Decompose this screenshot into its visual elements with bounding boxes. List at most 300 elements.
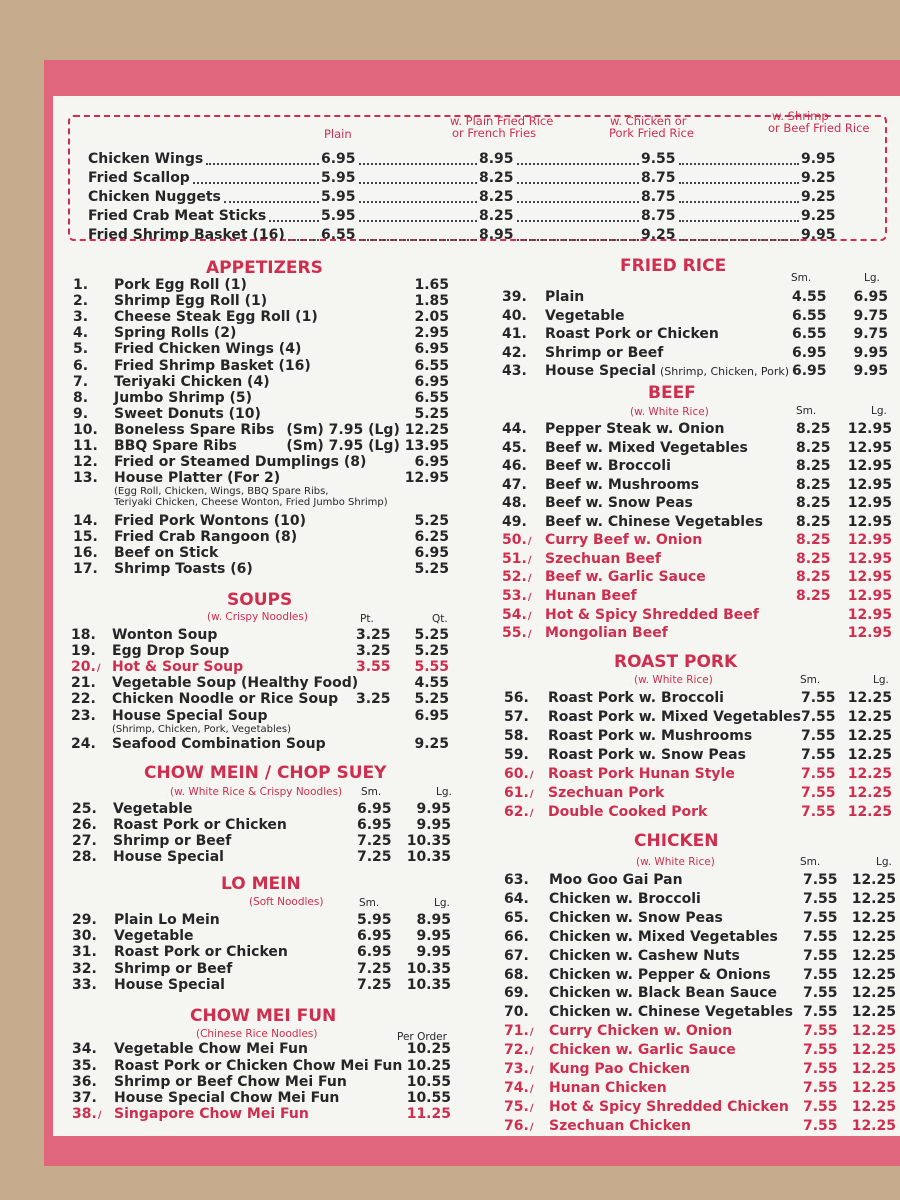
item-price-large: 8.95	[416, 912, 451, 928]
chili-pepper-icon: ∕	[529, 1084, 534, 1095]
item-number: 5.	[73, 341, 89, 357]
item-price-large: 12.95	[847, 551, 892, 567]
menu-item-name: Sweet Donuts (10)	[114, 406, 261, 422]
item-number: 66.	[504, 929, 529, 945]
section-title: APPETIZERS	[206, 258, 323, 278]
menu-item-name: Chicken Noodle or Rice Soup	[112, 691, 339, 707]
menu-item-name: Chicken w. Black Bean Sauce	[549, 985, 777, 1001]
menu-item-name: Vegetable	[113, 801, 193, 817]
item-price-small: 6.55	[792, 326, 827, 342]
item-price-small: 3.25	[356, 627, 391, 643]
item-price-large: 5.25	[414, 643, 449, 659]
column-header: Sm.	[791, 272, 812, 284]
menu-item-name: Wonton Soup	[112, 627, 218, 643]
item-price-large: 10.35	[406, 977, 451, 993]
item-price-small: 6.95	[357, 801, 392, 817]
item-number: 48.	[502, 495, 527, 511]
dot-leader	[679, 220, 799, 222]
dot-leader	[359, 182, 477, 184]
item-price-small: 8.25	[796, 477, 831, 493]
basket-price: 8.75	[641, 170, 676, 186]
item-number: 2.	[73, 293, 89, 309]
item-price-small: 6.95	[357, 817, 392, 833]
menu-item-name: Curry Chicken w. Onion	[549, 1023, 733, 1039]
item-number: 70.	[504, 1004, 529, 1020]
item-price: 2.05	[414, 309, 449, 325]
basket-price: 8.25	[479, 208, 514, 224]
item-price-small: 8.25	[796, 551, 831, 567]
menu-item-name: Szechuan Beef	[545, 551, 661, 567]
item-number: 63.	[504, 872, 529, 888]
item-price-large: 12.25	[851, 948, 896, 964]
item-number: 25.	[72, 801, 97, 817]
item-price: 6.25	[414, 529, 449, 545]
item-number: 37.	[72, 1090, 97, 1106]
menu-item-name: Beef w. Snow Peas	[545, 495, 693, 511]
column-header: Lg.	[876, 856, 892, 868]
item-number: 17.	[73, 561, 98, 577]
item-price: 12.95	[404, 470, 449, 486]
item-price-large: 6.95	[853, 289, 888, 305]
menu-item-name: Vegetable	[545, 308, 625, 324]
item-number: 19.	[71, 643, 96, 659]
section-note: (w. Crispy Noodles)	[207, 611, 308, 623]
menu-item-name: Double Cooked Pork	[548, 804, 708, 820]
item-price-small: 6.95	[792, 345, 827, 361]
item-price-small: 6.95	[357, 944, 392, 960]
basket-column-header: Plain	[324, 127, 352, 141]
menu-item-name: Shrimp Toasts (6)	[114, 561, 253, 577]
section-note: (w. White Rice)	[630, 406, 709, 418]
item-price: 10.25	[406, 1041, 451, 1057]
menu-item-name: House Platter (For 2) (Egg Roll, Chicken, Wings, BBQ Spare Ribs, Teriyaki Chicken, Cheese Wonton, Fried Jumbo Shrimp)	[114, 470, 388, 508]
dot-leader	[359, 220, 477, 222]
column-header: Sm.	[361, 786, 382, 798]
menu-item-name: Fried Chicken Wings (4)	[114, 341, 302, 357]
menu-item-name: Pork Egg Roll (1)	[114, 277, 247, 293]
item-price-large: 9.25	[414, 736, 449, 752]
item-price-small: 8.25	[796, 514, 831, 530]
column-header: Sm.	[800, 674, 821, 686]
basket-price: 6.55	[321, 227, 356, 243]
item-price-large: 12.25	[847, 804, 892, 820]
item-price-large: 9.95	[416, 817, 451, 833]
item-price: 6.55	[414, 390, 449, 406]
menu-item-name: Szechuan Chicken	[549, 1118, 691, 1134]
column-header: Per Order	[397, 1031, 447, 1043]
basket-price: 8.75	[641, 208, 676, 224]
menu-item-name: Beef w. Broccoli	[545, 458, 671, 474]
basket-price: 9.25	[801, 208, 836, 224]
item-price-large: 12.95	[847, 607, 892, 623]
item-number: 23.	[71, 708, 96, 724]
item-price: 10.55	[406, 1074, 451, 1090]
item-number: 57.	[504, 709, 529, 725]
item-price-small: 7.55	[803, 929, 838, 945]
item-price-large: 12.25	[851, 1099, 896, 1115]
dot-leader	[359, 239, 477, 241]
item-number: 7.	[73, 374, 89, 390]
menu-item-name: Roast Pork w. Snow Peas	[548, 747, 746, 763]
chili-pepper-icon: ∕	[529, 770, 534, 781]
item-price-small: 7.25	[357, 833, 392, 849]
basket-column-header: w. Plain Fried Rice	[450, 114, 554, 128]
basket-price: 8.25	[479, 189, 514, 205]
menu-item-name: Beef w. Chinese Vegetables	[545, 514, 763, 530]
item-number: 52.∕	[502, 569, 532, 585]
item-price-large: 9.95	[853, 363, 888, 379]
item-price-small: 8.25	[796, 458, 831, 474]
item-price-large: 12.95	[847, 569, 892, 585]
basket-column-header: w. Chicken or	[610, 114, 687, 128]
item-number: 15.	[73, 529, 98, 545]
chili-pepper-icon: ∕	[529, 1103, 534, 1114]
basket-row	[88, 189, 834, 207]
item-price: 10.25	[406, 1058, 451, 1074]
item-number: 13.	[73, 470, 98, 486]
item-number: 65.	[504, 910, 529, 926]
item-price: 10.55	[406, 1090, 451, 1106]
menu-item-name: Boneless Spare Ribs	[114, 422, 275, 438]
menu-item-name: Roast Pork or Chicken	[113, 817, 287, 833]
item-price-small: 8.25	[796, 440, 831, 456]
menu-item-name: Beef w. Garlic Sauce	[545, 569, 706, 585]
item-price: (Sm) 7.95 (Lg) 12.25	[286, 422, 449, 438]
item-price-large: 12.25	[851, 1042, 896, 1058]
menu-item-name: House Special	[114, 977, 225, 993]
item-price-large: 10.35	[406, 833, 451, 849]
item-number: 20.∕	[71, 659, 101, 675]
item-number: 59.	[504, 747, 529, 763]
chili-pepper-icon: ∕	[527, 611, 532, 622]
item-number: 33.	[72, 977, 97, 993]
item-number: 49.	[502, 514, 527, 530]
item-price: 6.95	[414, 374, 449, 390]
dot-leader	[679, 201, 799, 203]
item-number: 34.	[72, 1041, 97, 1057]
menu-item-name: Fried Crab Rangoon (8)	[114, 529, 298, 545]
dot-leader	[288, 239, 319, 241]
item-number: 18.	[71, 627, 96, 643]
item-price: 5.25	[414, 561, 449, 577]
basket-item-name: Chicken Nuggets	[88, 189, 221, 205]
menu-item-name: House Special (Shrimp, Chicken, Pork)	[545, 363, 790, 379]
menu-item-name: Chicken w. Garlic Sauce	[549, 1042, 736, 1058]
menu-item-name: Egg Drop Soup	[112, 643, 230, 659]
item-price: 6.55	[414, 358, 449, 374]
menu-item-name: Vegetable Chow Mei Fun	[114, 1041, 308, 1057]
item-price-small: 7.55	[803, 891, 838, 907]
menu-item-name: Vegetable	[114, 928, 194, 944]
menu-item-name: Vegetable Soup (Healthy Food)	[112, 675, 359, 691]
item-price-small: 7.55	[801, 690, 836, 706]
dot-leader	[193, 182, 319, 184]
menu-item-name: Shrimp or Beef	[113, 833, 232, 849]
item-number: 22.	[71, 691, 96, 707]
menu-item-name: Curry Beef w. Onion	[545, 532, 703, 548]
item-price-small: 7.55	[803, 967, 838, 983]
section-title: FRIED RICE	[620, 256, 727, 276]
menu-item-name: Fried Shrimp Basket (16)	[114, 358, 311, 374]
basket-price: 6.95	[321, 151, 356, 167]
basket-price: 9.25	[801, 170, 836, 186]
menu-item-name: Jumbo Shrimp (5)	[114, 390, 253, 406]
basket-column-header: w. Shrimp	[772, 109, 829, 123]
item-price-large: 12.95	[847, 477, 892, 493]
item-price-small: 7.55	[801, 804, 836, 820]
item-price-small: 5.95	[357, 912, 392, 928]
item-price-small: 8.25	[796, 495, 831, 511]
item-price-small: 8.25	[796, 532, 831, 548]
item-price-small: 7.55	[803, 948, 838, 964]
item-price-large: 12.95	[847, 514, 892, 530]
item-price: 1.85	[414, 293, 449, 309]
item-number: 60.∕	[504, 766, 534, 782]
column-header: Sm.	[359, 897, 380, 909]
item-price-small: 8.25	[796, 588, 831, 604]
item-price-small: 3.55	[356, 659, 391, 675]
basket-price: 5.95	[321, 208, 356, 224]
basket-price: 8.95	[479, 151, 514, 167]
dot-leader	[517, 220, 639, 222]
item-price-small: 7.55	[803, 1004, 838, 1020]
item-price-large: 9.75	[853, 308, 888, 324]
item-number: 40.	[502, 308, 527, 324]
basket-column-header: or French Fries	[452, 126, 537, 140]
section-note: (Soft Noodles)	[249, 896, 324, 908]
menu-item-name: Roast Pork or Chicken Chow Mei Fun	[114, 1058, 403, 1074]
item-price: 11.25	[406, 1106, 451, 1122]
menu-item-name: Shrimp Egg Roll (1)	[114, 293, 268, 309]
item-description: (Shrimp, Chicken, Pork, Vegetables)	[112, 724, 292, 735]
item-price-large: 12.95	[847, 625, 892, 641]
item-price-small: 3.25	[356, 643, 391, 659]
menu-item-name: Mongolian Beef	[545, 625, 668, 641]
item-number: 27.	[72, 833, 97, 849]
chili-pepper-icon: ∕	[529, 1027, 534, 1038]
column-header: Qt.	[432, 613, 448, 625]
chili-pepper-icon: ∕	[97, 1110, 102, 1121]
item-price-large: 10.35	[406, 961, 451, 977]
section-note: (w. White Rice & Crispy Noodles)	[170, 786, 343, 798]
menu-item-name: Beef w. Mixed Vegetables	[545, 440, 748, 456]
dot-leader	[517, 182, 639, 184]
dot-leader	[679, 182, 799, 184]
menu-item-name: Shrimp or Beef	[114, 961, 233, 977]
item-price-large: 12.95	[847, 588, 892, 604]
column-header: Lg.	[871, 405, 887, 417]
menu-item-name: Roast Pork w. Mushrooms	[548, 728, 753, 744]
item-price-large: 12.25	[851, 1118, 896, 1134]
item-number: 68.	[504, 967, 529, 983]
dot-leader	[359, 163, 477, 165]
chili-pepper-icon: ∕	[529, 808, 534, 819]
section-title: ROAST PORK	[614, 652, 738, 672]
menu-item-name: Roast Pork or Chicken	[114, 944, 288, 960]
section-title: CHOW MEI FUN	[190, 1006, 337, 1026]
item-number: 47.	[502, 477, 527, 493]
item-price: (Sm) 7.95 (Lg) 13.95	[286, 438, 449, 454]
item-price-small: 6.95	[792, 363, 827, 379]
item-number: 1.	[73, 277, 89, 293]
item-price-large: 12.25	[847, 747, 892, 763]
chili-pepper-icon: ∕	[529, 1122, 534, 1133]
item-number: 62.∕	[504, 804, 534, 820]
item-number: 67.	[504, 948, 529, 964]
menu-item-name: Hot & Sour Soup	[112, 659, 244, 675]
menu-item-name: Singapore Chow Mei Fun	[114, 1106, 309, 1122]
item-number: 53.∕	[502, 588, 532, 604]
menu-item-name: House Special Chow Mei Fun	[114, 1090, 340, 1106]
item-number: 43.	[502, 363, 527, 379]
item-price-large: 12.95	[847, 421, 892, 437]
item-number: 45.	[502, 440, 527, 456]
chili-pepper-icon: ∕	[527, 629, 532, 640]
menu-item-name: BBQ Spare Ribs	[114, 438, 237, 454]
menu-item-name: Hot & Spicy Shredded Chicken	[549, 1099, 789, 1115]
item-number: 8.	[73, 390, 89, 406]
item-number: 24.	[71, 736, 96, 752]
item-price-small: 7.55	[803, 1099, 838, 1115]
section-note: (Chinese Rice Noodles)	[196, 1028, 318, 1040]
menu-item-name: Moo Goo Gai Pan	[549, 872, 683, 888]
basket-price: 8.95	[479, 227, 514, 243]
item-price-large: 12.95	[847, 458, 892, 474]
menu-item-name: Fried Pork Wontons (10)	[114, 513, 307, 529]
chili-pepper-icon: ∕	[529, 1046, 534, 1057]
item-price-large: 12.95	[847, 440, 892, 456]
menu-item-name: Szechuan Pork	[548, 785, 665, 801]
item-number: 64.	[504, 891, 529, 907]
item-price-small: 4.55	[792, 289, 827, 305]
menu-item-name: Chicken w. Pepper & Onions	[549, 967, 771, 983]
chili-pepper-icon: ∕	[527, 555, 532, 566]
menu-item-name: Pepper Steak w. Onion	[545, 421, 725, 437]
dot-leader	[269, 220, 319, 222]
item-note: (Shrimp, Chicken, Pork)	[659, 365, 790, 378]
item-price-small: 7.55	[803, 1118, 838, 1134]
basket-price: 9.55	[641, 151, 676, 167]
item-price-large: 12.25	[851, 910, 896, 926]
menu-item-name: Roast Pork Hunan Style	[548, 766, 735, 782]
item-number: 61.∕	[504, 785, 534, 801]
item-price-large: 5.25	[414, 691, 449, 707]
item-price-small: 7.25	[357, 977, 392, 993]
basket-item-name: Fried Scallop	[88, 170, 190, 186]
section-note: (w. White Rice)	[636, 856, 715, 868]
item-number: 4.	[73, 325, 89, 341]
menu-item-name: House Special	[113, 849, 224, 865]
basket-price: 9.25	[801, 189, 836, 205]
section-title: BEEF	[648, 383, 696, 403]
menu-item-name: Hunan Chicken	[549, 1080, 667, 1096]
basket-price: 9.95	[801, 227, 836, 243]
dot-leader	[517, 163, 639, 165]
item-number: 55.∕	[502, 625, 532, 641]
column-header: Lg.	[864, 272, 880, 284]
chili-pepper-icon: ∕	[96, 663, 101, 674]
menu-item-name: Spring Rolls (2)	[114, 325, 237, 341]
item-price-large: 4.55	[414, 675, 449, 691]
item-number: 69.	[504, 985, 529, 1001]
column-header: Pt.	[360, 613, 374, 625]
item-number: 9.	[73, 406, 89, 422]
item-price-large: 6.95	[414, 708, 449, 724]
item-price: 6.95	[414, 545, 449, 561]
item-number: 10.	[73, 422, 98, 438]
item-number: 32.	[72, 961, 97, 977]
item-price-small: 7.55	[803, 985, 838, 1001]
column-header: Sm.	[796, 405, 817, 417]
item-price-large: 9.75	[853, 326, 888, 342]
item-number: 56.	[504, 690, 529, 706]
item-price-large: 12.95	[847, 532, 892, 548]
item-number: 26.	[72, 817, 97, 833]
column-header: Lg.	[873, 674, 889, 686]
item-price: 5.25	[414, 513, 449, 529]
item-price-large: 12.25	[847, 728, 892, 744]
item-price-large: 12.25	[851, 1080, 896, 1096]
column-header: Lg.	[434, 897, 450, 909]
menu-item-name: Roast Pork w. Mixed Vegetables	[548, 709, 801, 725]
basket-item-name: Chicken Wings	[88, 151, 204, 167]
item-price-large: 12.25	[847, 709, 892, 725]
item-number: 54.∕	[502, 607, 532, 623]
item-price-large: 5.55	[414, 659, 449, 675]
menu-item-name: House Special Soup (Shrimp, Chicken, Pork, Vegetables)	[112, 708, 292, 735]
basket-price: 9.95	[801, 151, 836, 167]
section-title: CHICKEN	[634, 831, 719, 851]
menu-item-name: Chicken w. Cashew Nuts	[549, 948, 740, 964]
chili-pepper-icon: ∕	[529, 1065, 534, 1076]
item-price-small: 7.55	[803, 1023, 838, 1039]
basket-row	[88, 227, 834, 245]
item-number: 71.∕	[504, 1023, 534, 1039]
item-number: 3.	[73, 309, 89, 325]
dot-leader	[206, 163, 319, 165]
menu-item-name: Seafood Combination Soup	[112, 736, 326, 752]
basket-item-name: Fried Shrimp Basket (16)	[88, 227, 285, 243]
menu-item-name: Shrimp or Beef Chow Mei Fun	[114, 1074, 347, 1090]
item-price-small: 7.55	[803, 1080, 838, 1096]
item-description: (Egg Roll, Chicken, Wings, BBQ Spare Ribs,	[114, 486, 329, 497]
basket-price: 9.25	[641, 227, 676, 243]
dot-leader	[517, 201, 639, 203]
item-price-large: 9.95	[416, 801, 451, 817]
item-number: 38.∕	[72, 1106, 102, 1122]
item-number: 39.	[502, 289, 527, 305]
item-number: 76.∕	[504, 1118, 534, 1134]
item-number: 44.	[502, 421, 527, 437]
item-number: 11.	[73, 438, 98, 454]
item-number: 36.	[72, 1074, 97, 1090]
item-number: 50.∕	[502, 532, 532, 548]
menu-item-name: Shrimp or Beef	[545, 345, 664, 361]
item-description: Teriyaki Chicken, Cheese Wonton, Fried Jumbo Shrimp)	[114, 497, 388, 508]
chili-pepper-icon: ∕	[527, 536, 532, 547]
item-price-small: 3.25	[356, 691, 391, 707]
basket-column-header: Pork Fried Rice	[609, 126, 694, 140]
item-price: 6.95	[414, 341, 449, 357]
item-price-small: 7.55	[801, 709, 836, 725]
section-title: CHOW MEIN / CHOP SUEY	[144, 763, 387, 783]
dot-leader	[359, 201, 477, 203]
item-price-large: 12.25	[851, 891, 896, 907]
item-price-small: 7.55	[803, 872, 838, 888]
chili-pepper-icon: ∕	[527, 573, 532, 584]
item-number: 28.	[72, 849, 97, 865]
item-price-large: 12.25	[851, 1061, 896, 1077]
